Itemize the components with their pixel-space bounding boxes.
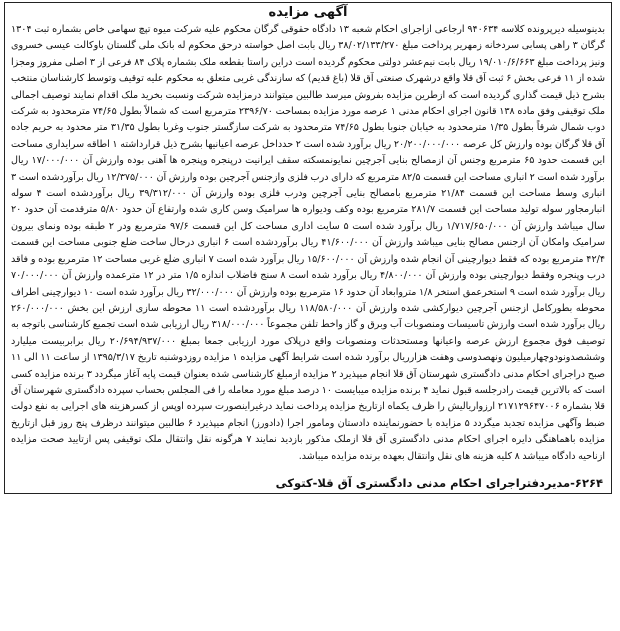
auction-notice xyxy=(4,2,612,494)
notice-body: بدینوسیله دیرپرونده کلاسه ۹۴۰۶۳۴ ارجاعی ازاجرای احکام شعبه ۱۳ دادگاه حقوقی گرگان محکوم علیه شرکت میوه تپچ سهامی خاص بشماره ثبت ۱۳۰۴ گرگان ۳ راهی پسابی سردخانه زمهریر پرداخت مبلغ ۳۸/۰۲/۱۳۳/۲۷۰ ریال بابت اصل خواسته درحق محکوم له بانک ملی گلستان باوکالت عیسی خسروی ونیز پرداخت مبلغ ۱۹/۰۱۰/۶/۶۶۳ ریال بابت نیم‌عشر دولتی محکوم گردیده است دراین راستا بقطعه ملک بشماره پلاک ۸۴ فرعی از ۳ اصلی مفروز ومجزا شده از ۱۱ فرعی بخش ۶ ثبت آق قلا واقع درشهرک صنعتی آق قلا (باغ قدیم) که سازندگی غربی متعلق به محکوم علیه توقیف وتوسط کارشناسان منتخب بشرح ذیل قیمت گذاری گردیده است که ازطرین مزایده بفروش میرسد طالبین میتوانند درمزایده شرکت ونسبت بخرید ملک اقدام نمایند توصیف اجمالی ملک توقیفی وفق ماده ۱۳۸ قانون اجرای احکام مدنی ۱ عرصه مورد مزایده بمساحت ۲۳۹۶/۷۰ مترمربع است که شمالاً بطول ۷۴/۶۵ مترمحدود به شرکت دوب شمال شرقاً بطول ۱/۳۵ مترمحدود به خیابان جنوبا بطول ۷۴/۶۵ مترمحدود به شرکت سازگستر جنوب وغربا بطول ۳۱/۳۵ متر محدود به حریم جاده آق قلا گرگان بوده وارزش کل عرصه ۲۰/۲۰۰/۰۰۰/۰۰۰ ریال برآورد شده است ۲ حدداخل عرصه اعیانیها بشرح ذیل قرارداشته ۱ اطاقه سرایداری مساحت این قسمت حدود ۶۵ مترمربع وجنس آن ازمصالح بنایی آجرچین نمایونمسکته سقف ایرانیت درپنجره وپنجره ها آهنی بوده وارزش آن ۱۷/۰۰۰/۰۰۰ ریال برآورد شده است ۲ انباری مساحت این قسمت ۸۲/۵ مترمربع که دارای درب فلزی وازجنس آجرچین بوده وارزش آن ۱۲/۳۷۵/۰۰۰ ریال برآوردشده است ۳ انباری وسط مساحت این قسمت ۲۱/۸۴ مترمربع بامصالح بنایی آجرچین ودرب فلزی بوده وارزش آن ۳۹/۳۱۲/۰۰۰ ریال برآوردشده است ۴ سوله انبارمجاور سوله تولید مساحت این قسمت ۲۸۱/۷ مترمربع بوده وکف ودیواره ها سرامیک وسن کاری شده وارتفاع آن حدود ۵/۸۰ مترقدمت آن حدود ۲۰ سال میباشد وارزش آن ۱/۷۱۷/۶۵۰/۰۰۰ ریال برآورد شده است ۵ سایت اداری مساحت کل این قسمت ۹۷/۶ مترمربع ودر ۲ طبقه بوده ونمای بیرون سرامیک وامکان آن ازجنس مصالح بنایی میباشد وارزش آن ۴۱/۶۰۰/۰۰۰ ریال برآوردشده است ۶ انباری درحال ساخت ضلع جنوبی مساحت این قسمت ۴۲/۴ مترمربع بوده که فقط دیوارچینی آن انجام شده وارزش آن ۱۵/۶۰۰/۰۰۰ ریال برآورد شده است ۷ انباری ضلع غربی مساحت ۱۲ مترمربع بوده و فاقد درب وپنجره وفقط دیوارچینی بوده وارزش آن ۴/۸۰۰/۰۰۰ ریال برآورد شده است ۸ سنج فاضلاب اندازه ۱/۵ متر در ۱۲ مترعمده وارزش آن ۷۰/۰۰۰/۰۰۰ ریال برآورد شده است ۹ استخرعمق استخر ۱/۸ متروابعاد آن حدود ۱۶ مترمربع بوده وارزش آن ۳۲/۰۰۰/۰۰۰ ریال برآورد شده است ۱۰ دیوارچینی اطراف محوطه بطورکامل ازجنس آجرچین دیوارکشی شده وارزش آن ۱۱۸/۵۸۰/۰۰۰ ریال برآوردشده است ۱۱ محوطه سازی ارزش این بخش ۲۶۰/۰۰۰/۰۰۰ ریال برآورد شده است وارزش تاسیسات ومنصوبات آب وبرق و گاز واخط تلفن مجموعاً ۳۱۸/۰۰۰/۰۰۰ ریال ارزیابی شده است تجمیع کارشناسی باتوجه به توصیف فوق مجموع ارزش عرصه واعیانها ومستحدثات ومنصوبات واقع درپلاک مورد ارزیابی جمعا بمبلغ ۲۰/۶۹۴/۹۳۷/۰۰۰ ریال برابربیست میلیارد وششصدونودوچهارمیلیون ونهصدوسی وهفت هزارریال برآورد شده است شرایط آگهی مزایده ۱ مزایده روزدوشنبه تاریخ ۱۳۹۵/۳/۱۷ از ساعت ۱۱ الی ۱۱ صبح دراجرای احکام مدنی دادگستری شهرستان آق قلا انجام میپذیرد ۲ مزایده ازمبلغ کارشناسی شده بعنوان قیمت پایه آغاز میگردد ۳ برنده مزایده کسی است که بالاترین قیمت رادرجلسه قبول نماید ۴ برنده مزایده میبایست ۱۰ درصد مبلغ مورد معامله را فی المجلس بحساب سپرده دادگستری شهرستان آق قلا بشماره ۲۱۷۱۲۹۶۴۷۰۰۶ ارزواریالیش را ظرف یکماه ازتاریخ مزایده پرداخت نماید درغیراینصورت سپرده اوپس از کسرهزینه های اجرایی به نفع دولت ضبط وآگهی مزایده تجدید میگردد ۵ مزایده با حضورنماینده دادستان ومامور اجرا (دادورز) انجام میپذیرد ۶ طالبین میتوانند درظرف پنج روز قبل ازتاریخ مزایده باهماهنگی دایره اجرای احکام مدنی دادگستری آق قلا ازملک مذکور بازدید نمایند ۷ هرگونه نقل وانتقال ملک توقیفی پس ازتایید صحت مزایده ازناحیه دادگاه میباشد ۸ کلیه هزینه های نقل وانتقال بعهده برنده مزایده میباشد. xyxy=(11,24,605,462)
notice-title: آگهی مزایده xyxy=(268,5,348,20)
notice-footer-signature: ۶۲۶۴-مدیردفتراجرای احکام مدنی دادگستری آق قلا-کتوکی xyxy=(275,476,603,490)
